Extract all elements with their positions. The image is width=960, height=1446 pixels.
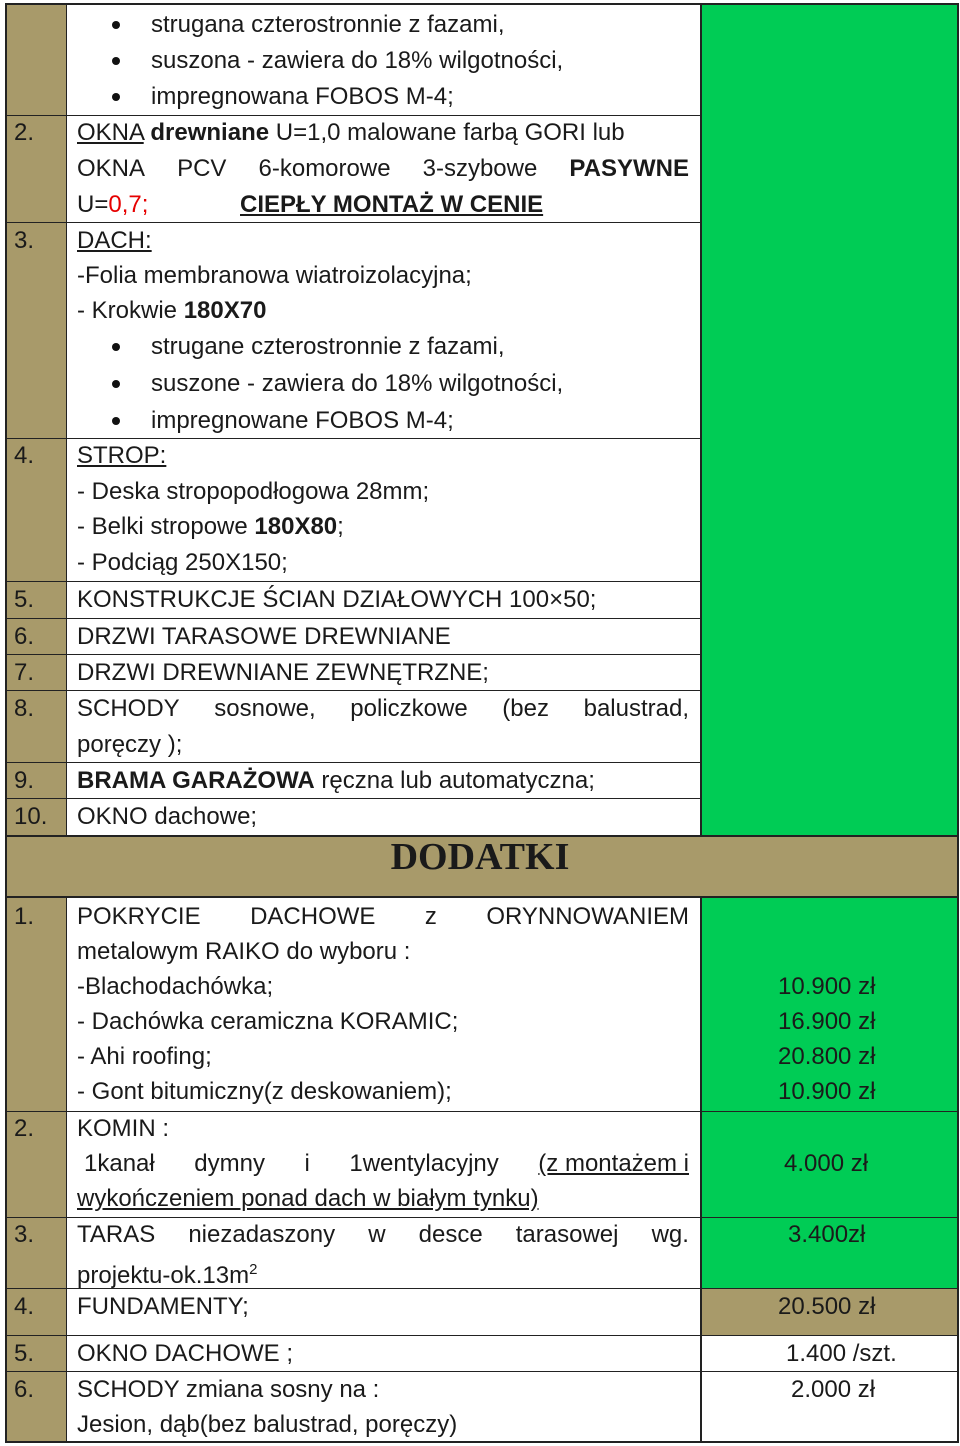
item8-word: policzkowe [350,695,468,722]
d3-word: wg. [651,1221,689,1248]
d3-line2 [77,1252,257,1294]
d2-line2 [84,1146,689,1182]
item7-number: 7. [14,659,35,686]
item8-line1 [77,691,689,727]
d5-text: OKNO DACHOWE ; [77,1340,294,1367]
item9-brama: BRAMA GARAŻOWA [77,767,315,794]
item2-line1 [77,115,625,151]
item8-word: (bez [502,695,549,722]
d3-word: w [368,1221,386,1248]
d6-price: 2.000 zł [791,1376,876,1403]
item4-belki: - Belki stropowe [77,513,255,540]
item4-line3: - Podciąg 250X150; [77,549,288,576]
d1-option-3-label: - Ahi roofing; [77,1043,212,1070]
d6-number: 6. [14,1376,35,1403]
d2-word: dymny [194,1150,265,1177]
item3-krokwie-size: 180X70 [183,297,267,324]
d1-option-4-price: 10.900 zł [778,1078,876,1105]
d1-line1 [77,899,689,935]
item2-line3 [77,187,148,223]
item2-u-value: 0,7; [108,191,149,218]
d1-option-3-price: 20.800 zł [778,1043,876,1070]
row-line [5,896,959,898]
table-border-top [5,3,959,5]
item4-semicolon: ; [337,513,344,540]
d2-word: 1wentylacyjny [349,1150,499,1177]
item8-line2: poręczy ); [77,731,183,758]
item6-number: 6. [14,623,35,650]
d1-word: ORYNNOWANIEM [486,903,689,930]
item3-bullet-1: strugane czterostronnie z fazami, [151,333,505,360]
d3-price: 3.400zł [788,1221,866,1248]
item9-text [77,763,595,799]
d6-line2: Jesion, dąb(bez balustrad, poręczy) [77,1411,458,1438]
dodatki-heading: DODATKI [390,836,570,878]
d5-price: 1.400 /szt. [786,1340,897,1367]
item2-word: OKNA [77,155,146,182]
d3-area: projektu-ok.13m [77,1262,250,1289]
item1-bullet-3: impregnowana FOBOS M-4; [151,83,454,110]
bullet-icon [112,380,120,388]
item7-text: DRZWI DREWNIANE ZEWNĘTRZNE; [77,659,489,686]
d3-number: 3. [14,1221,35,1248]
item2-pasywne: PASYWNE [569,155,689,182]
d6-line1: SCHODY zmiana sosny na : [77,1376,380,1403]
item4-line2 [77,509,344,545]
item2-line2 [77,151,689,187]
d2-price: 4.000 zł [784,1150,869,1177]
table-border-left [5,4,7,1442]
item3-bullet-3: impregnowane FOBOS M-4; [151,407,454,434]
d2-word: 1kanał [84,1150,155,1177]
d2-line3: wykończeniem ponad dach w białym tynku) [77,1185,539,1212]
item2-okna: OKNA [77,119,144,146]
item9-number: 9. [14,767,35,794]
item8-word: balustrad, [583,695,689,722]
d1-word: DACHOWE [250,903,376,930]
d1-word: z [424,903,437,930]
d3-word: desce [418,1221,483,1248]
d3-word: niezadaszony [188,1221,336,1248]
d1-number: 1. [14,903,35,930]
table-border-right [957,4,959,1442]
bullet-icon [112,343,120,351]
d2-number: 2. [14,1115,35,1142]
item8-word: sosnowe, [214,695,316,722]
bullet-icon [112,21,120,29]
item3-line2 [77,293,266,329]
d2-word: i [304,1150,310,1177]
item2-drewniane: drewniane [150,119,270,146]
item2-word: 6-komorowe [258,155,391,182]
item2-number: 2. [14,119,35,146]
d1-option-2-label: - Dachówka ceramiczna KORAMIC; [77,1008,459,1035]
item10-number: 10. [14,803,48,830]
d4-price: 20.500 zł [778,1293,876,1320]
item2-params: U=1,0 malowane farbą GORI lub [275,119,625,146]
d3-word: TARAS [77,1221,156,1248]
item6-text: DRZWI TARASOWE DREWNIANE [77,623,451,650]
item2-cieply-montaz: CIEPŁY MONTAŻ W CENIE [240,191,544,218]
bullet-icon [112,93,120,101]
item2-word: 3-szybowe [422,155,538,182]
col-divider-2-bottom [700,897,702,1442]
bullet-icon [112,417,120,425]
d5-number: 5. [14,1340,35,1367]
item3-number: 3. [14,227,35,254]
item3-title: DACH: [77,227,152,254]
d4-number: 4. [14,1293,35,1320]
col-divider-1-bottom [66,897,67,1442]
item8-number: 8. [14,695,35,722]
item3-bullet-2: suszone - zawiera do 18% wilgotności, [151,370,564,397]
item4-title: STROP: [77,442,167,469]
d3-superscript: 2 [249,1261,258,1278]
item8-word: SCHODY [77,695,180,722]
item3-line1: -Folia membranowa wiatroizolacyjna; [77,262,472,289]
d2-title: KOMIN : [77,1115,170,1142]
bullet-icon [112,57,120,65]
col-divider-1-top [66,4,67,836]
d1-word: POKRYCIE [77,903,201,930]
item4-line1: - Deska stropopodłogowa 28mm; [77,478,430,505]
item3-krokwie: - Krokwie [77,297,184,324]
col-divider-2-top [700,4,702,836]
item2-u-label: U= [77,191,109,218]
item5-number: 5. [14,586,35,613]
d2-word: (z montażem i [538,1150,689,1177]
item5-text: KONSTRUKCJE ŚCIAN DZIAŁOWYCH 100×50; [77,586,597,613]
item1-bullet-2: suszona - zawiera do 18% wilgotności, [151,47,564,74]
d1-option-2-price: 16.900 zł [778,1008,876,1035]
d1-line2: metalowym RAIKO do wyboru : [77,938,411,965]
item1-bullet-1: strugana czterostronnie z fazami, [151,11,505,38]
item10-text: OKNO dachowe; [77,803,258,830]
item9-rest: ręczna lub automatyczna; [314,767,595,794]
d1-option-4-label: - Gont bitumiczny(z deskowaniem); [77,1078,452,1105]
d1-option-1-price: 10.900 zł [778,973,876,1000]
d3-word: tarasowej [515,1221,619,1248]
item4-number: 4. [14,442,35,469]
d4-text: FUNDAMENTY; [77,1293,249,1320]
d1-option-1-label: -Blachodachówka; [77,973,274,1000]
item4-belki-size: 180X80 [254,513,338,540]
price-column-bg-top [701,4,958,836]
d3-line1 [77,1217,689,1253]
item2-word: PCV [177,155,227,182]
